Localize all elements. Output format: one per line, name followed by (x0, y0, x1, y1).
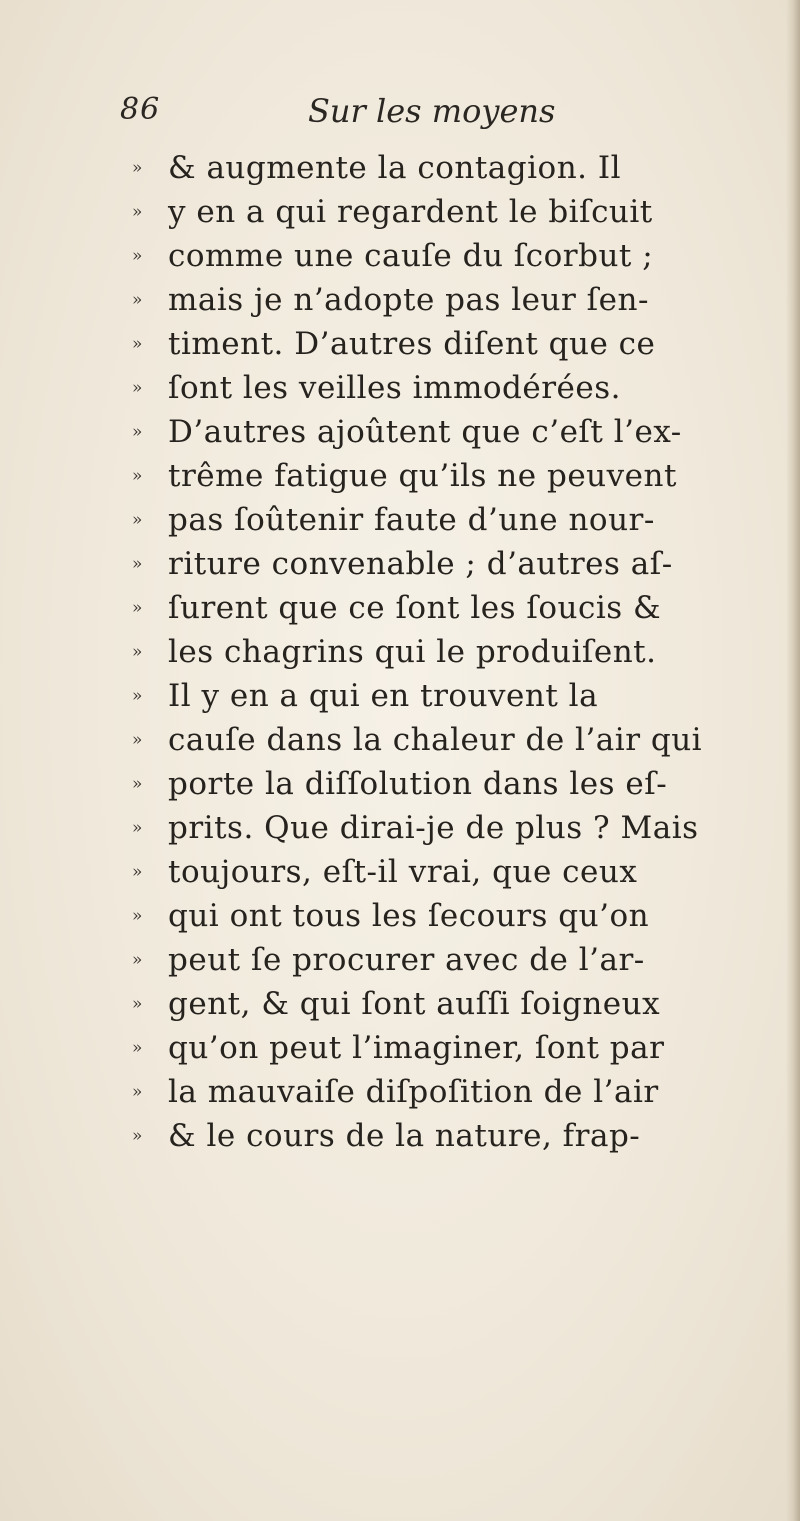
text-line (132, 366, 772, 410)
text-line (132, 322, 772, 366)
text-line (132, 190, 772, 234)
text-line (132, 674, 772, 718)
text-line (132, 234, 772, 278)
quotation-mark: » (132, 510, 143, 530)
page-edge-shadow (786, 0, 800, 1521)
text-line (132, 498, 772, 542)
quotation-mark: » (132, 950, 143, 970)
line-text: riture convenable ; d’autres aſ- (168, 546, 673, 582)
line-text: les chagrins qui le produiſent. (168, 634, 657, 670)
line-text: trême fatigue qu’ils ne peuvent (168, 458, 677, 494)
line-text: comme une cauſe du ſcorbut ; (168, 238, 654, 274)
text-line (132, 278, 772, 322)
quotation-mark: » (132, 598, 143, 618)
line-text: qu’on peut l’imaginer, ſont par (168, 1030, 665, 1066)
quotation-mark: » (132, 642, 143, 662)
line-text: prits. Que dirai-je de plus ? Mais (168, 810, 699, 846)
body-text (132, 146, 772, 1158)
line-text: ſont les veilles immodérées. (168, 370, 621, 406)
line-text: pas ſoûtenir faute d’une nour- (168, 502, 655, 538)
text-line (132, 982, 772, 1026)
line-text: timent. D’autres diſent que ce (168, 326, 656, 362)
text-line (132, 1026, 772, 1070)
quotation-mark: » (132, 290, 143, 310)
text-line (132, 410, 772, 454)
text-line (132, 718, 772, 762)
line-text: mais je n’adopte pas leur ſen- (168, 282, 649, 318)
line-text: cauſe dans la chaleur de l’air qui (168, 722, 703, 758)
quotation-mark: » (132, 862, 143, 882)
text-line (132, 1114, 772, 1158)
page-number: 86 (120, 92, 161, 127)
line-text: & augmente la contagion. Il (168, 150, 622, 186)
line-text: qui ont tous les ſecours qu’on (168, 898, 650, 934)
text-line (132, 1070, 772, 1114)
line-text: gent, & qui ſont auſſi ſoigneux (168, 986, 661, 1022)
text-line (132, 938, 772, 982)
text-line (132, 630, 772, 674)
line-text: & le cours de la nature, frap- (168, 1118, 641, 1154)
line-text: ſurent que ce ſont les ſoucis & (168, 590, 662, 626)
line-text: Il y en a qui en trouvent la (168, 678, 599, 714)
line-text: peut ſe procurer avec de l’ar- (168, 942, 645, 978)
quotation-mark: » (132, 158, 143, 178)
text-line (132, 586, 772, 630)
line-text: y en a qui regardent le biſcuit (168, 194, 653, 230)
quotation-mark: » (132, 994, 143, 1014)
line-text: toujours, eſt-il vrai, que ceux (168, 854, 638, 890)
line-text: porte la diſſolution dans les eſ- (168, 766, 668, 802)
text-line (132, 454, 772, 498)
quotation-mark: » (132, 422, 143, 442)
quotation-mark: » (132, 246, 143, 266)
line-text: la mauvaiſe diſpoſition de l’air (168, 1074, 659, 1110)
quotation-mark: » (132, 378, 143, 398)
text-line (132, 850, 772, 894)
quotation-mark: » (132, 774, 143, 794)
text-line (132, 542, 772, 586)
quotation-mark: » (132, 730, 143, 750)
quotation-mark: » (132, 686, 143, 706)
quotation-mark: » (132, 1038, 143, 1058)
running-title: Sur les moyens (308, 92, 556, 130)
quotation-mark: » (132, 334, 143, 354)
running-head (120, 92, 680, 142)
text-line (132, 894, 772, 938)
text-line (132, 762, 772, 806)
quotation-mark: » (132, 818, 143, 838)
line-text: D’autres ajoûtent que c’eſt l’ex- (168, 414, 682, 450)
quotation-mark: » (132, 1082, 143, 1102)
text-line (132, 806, 772, 850)
quotation-mark: » (132, 906, 143, 926)
quotation-mark: » (132, 554, 143, 574)
quotation-mark: » (132, 466, 143, 486)
quotation-mark: » (132, 202, 143, 222)
quotation-mark: » (132, 1126, 143, 1146)
text-line (132, 146, 772, 190)
